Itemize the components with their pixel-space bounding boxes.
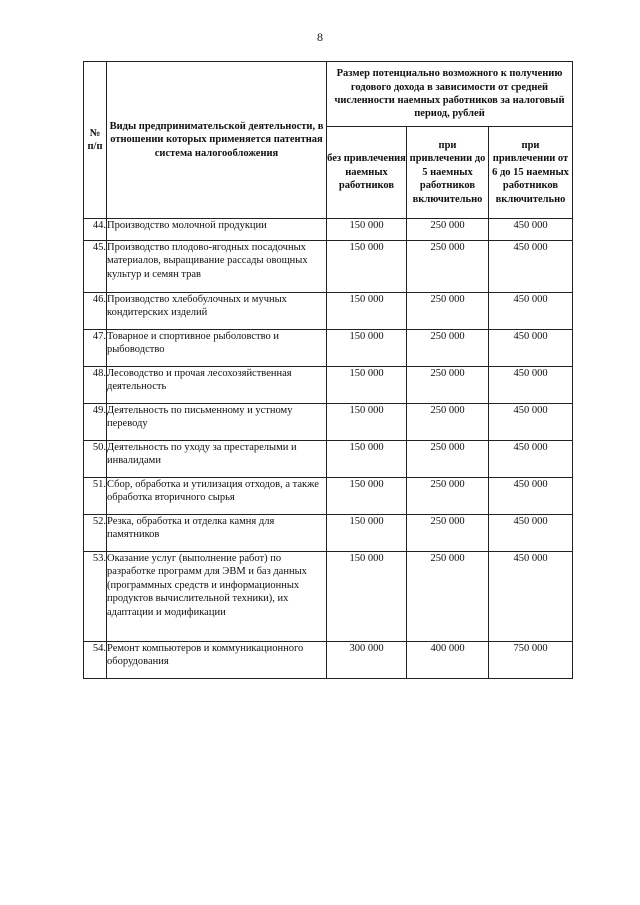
row-income-no-employees: 150 000 [327, 441, 407, 478]
row-number: 50. [84, 441, 107, 478]
row-income-up-to-5: 250 000 [407, 441, 489, 478]
row-income-up-to-5: 250 000 [407, 367, 489, 404]
table-row [84, 515, 573, 552]
row-number: 44. [84, 219, 107, 241]
row-income-no-employees: 150 000 [327, 478, 407, 515]
row-income-6-to-15: 450 000 [489, 478, 573, 515]
header-num: № п/п [84, 62, 107, 219]
table-row [84, 330, 573, 367]
row-income-no-employees: 300 000 [327, 642, 407, 679]
row-number: 47. [84, 330, 107, 367]
row-income-up-to-5: 250 000 [407, 552, 489, 642]
row-number: 54. [84, 642, 107, 679]
row-activity: Деятельность по письменному и устному переводу [107, 404, 327, 441]
row-income-6-to-15: 450 000 [489, 241, 573, 293]
table-row [84, 642, 573, 679]
row-income-up-to-5: 250 000 [407, 515, 489, 552]
row-income-up-to-5: 250 000 [407, 404, 489, 441]
row-income-no-employees: 150 000 [327, 515, 407, 552]
table-row [84, 552, 573, 642]
row-income-6-to-15: 450 000 [489, 293, 573, 330]
row-number: 51. [84, 478, 107, 515]
table-row [84, 441, 573, 478]
row-income-no-employees: 150 000 [327, 552, 407, 642]
row-number: 46. [84, 293, 107, 330]
row-income-no-employees: 150 000 [327, 404, 407, 441]
row-activity: Товарное и спортивное рыболовство и рыбоводство [107, 330, 327, 367]
row-income-up-to-5: 250 000 [407, 219, 489, 241]
row-income-up-to-5: 250 000 [407, 330, 489, 367]
table-row [84, 241, 573, 293]
table-header [84, 62, 573, 219]
row-income-up-to-5: 250 000 [407, 241, 489, 293]
table-body [84, 219, 573, 679]
row-activity: Оказание услуг (выполнение работ) по разработке программ для ЭВМ и баз данных (программных средств и информационных продуктов вычислительной техники), их адаптации и модификации [107, 552, 327, 642]
row-income-6-to-15: 450 000 [489, 404, 573, 441]
page-number: 8 [317, 30, 323, 44]
header-up-to-5-employees: при привлечении до 5 наемных работников включительно [407, 127, 489, 219]
row-number: 45. [84, 241, 107, 293]
row-income-6-to-15: 450 000 [489, 441, 573, 478]
patent-income-table [83, 61, 573, 679]
row-income-6-to-15: 450 000 [489, 330, 573, 367]
row-income-up-to-5: 400 000 [407, 642, 489, 679]
row-activity: Производство молочной продукции [107, 219, 327, 241]
row-activity: Деятельность по уходу за престарелыми и инвалидами [107, 441, 327, 478]
row-income-no-employees: 150 000 [327, 293, 407, 330]
row-income-6-to-15: 750 000 [489, 642, 573, 679]
row-income-6-to-15: 450 000 [489, 367, 573, 404]
header-row-top [84, 62, 573, 127]
row-income-up-to-5: 250 000 [407, 293, 489, 330]
row-number: 53. [84, 552, 107, 642]
header-income-size: Размер потенциально возможного к получению годового дохода в зависимости от средней численности наемных работников за налоговый период, рублей [327, 62, 573, 127]
table-row [84, 478, 573, 515]
row-activity: Резка, обработка и отделка камня для памятников [107, 515, 327, 552]
header-activity: Виды предпринимательской деятельности, в отношении которых применяется патентная система налогообложения [107, 62, 327, 219]
row-number: 49. [84, 404, 107, 441]
row-income-6-to-15: 450 000 [489, 515, 573, 552]
table-row [84, 367, 573, 404]
row-income-no-employees: 150 000 [327, 367, 407, 404]
row-income-no-employees: 150 000 [327, 330, 407, 367]
row-number: 52. [84, 515, 107, 552]
table-row [84, 219, 573, 241]
row-income-no-employees: 150 000 [327, 241, 407, 293]
header-no-employees: без привлечения наемных работников [327, 127, 407, 219]
row-income-up-to-5: 250 000 [407, 478, 489, 515]
table-row [84, 293, 573, 330]
row-income-no-employees: 150 000 [327, 219, 407, 241]
row-number: 48. [84, 367, 107, 404]
row-activity: Сбор, обработка и утилизация отходов, а также обработка вторичного сырья [107, 478, 327, 515]
row-activity: Производство хлебобулочных и мучных кондитерских изделий [107, 293, 327, 330]
header-6-to-15-employees: при привлечении от 6 до 15 наемных работников включительно [489, 127, 573, 219]
row-activity: Ремонт компьютеров и коммуникационного оборудования [107, 642, 327, 679]
row-income-6-to-15: 450 000 [489, 219, 573, 241]
row-activity: Производство плодово-ягодных посадочных материалов, выращивание рассады овощных культур и семян трав [107, 241, 327, 293]
row-activity: Лесоводство и прочая лесохозяйственная деятельность [107, 367, 327, 404]
row-income-6-to-15: 450 000 [489, 552, 573, 642]
table-row [84, 404, 573, 441]
